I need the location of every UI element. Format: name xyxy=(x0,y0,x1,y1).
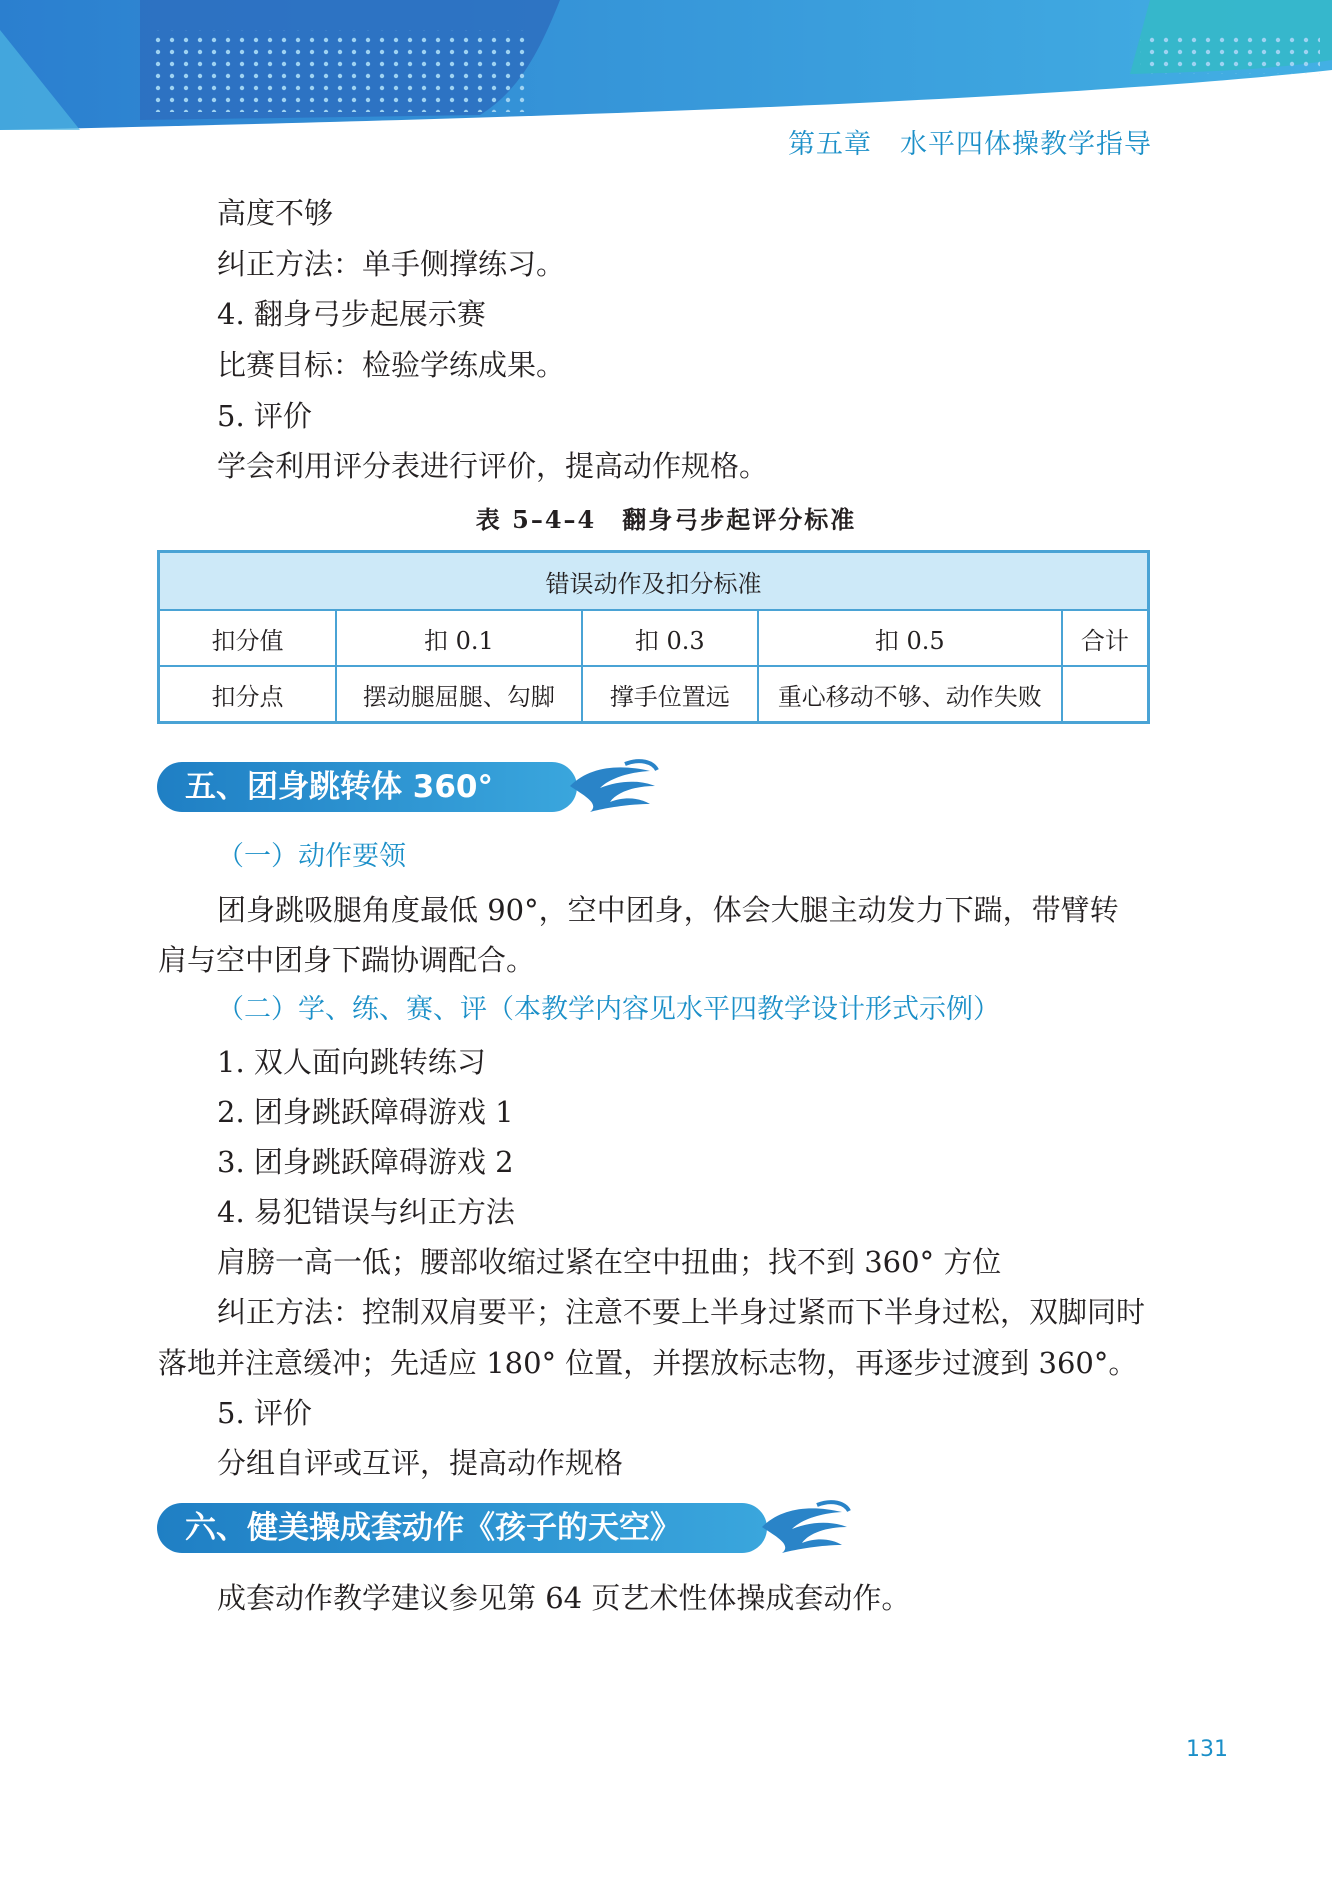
text-line: 纠正方法：控制双肩要平；注意不要上半身过紧而下半身过松，双脚同时 xyxy=(217,1295,1146,1329)
table-cell: 扣 0.1 xyxy=(336,610,582,666)
text-line: 肩与空中团身下踹协调配合。 xyxy=(158,943,536,977)
text-line: 成套动作教学建议参见第 64 页艺术性体操成套动作。 xyxy=(217,1581,911,1615)
list-item: 4. 易犯错误与纠正方法 xyxy=(217,1195,515,1229)
table-caption: 表 5–4–4 翻身弓步起评分标准 xyxy=(475,505,857,534)
text-line: 比赛目标：检验学练成果。 xyxy=(217,348,566,382)
chapter-title: 第五章 水平四体操教学指导 xyxy=(788,129,1152,160)
text-line: 5. 评价 xyxy=(217,1396,312,1430)
wave-icon xyxy=(565,756,660,818)
table-cell: 合计 xyxy=(1062,610,1149,666)
text-line: 学会利用评分表进行评价，提高动作规格。 xyxy=(217,449,769,483)
table-cell: 扣分点 xyxy=(159,666,337,723)
section-heading: 五、团身跳转体 360° xyxy=(157,762,577,812)
table-cell: 扣 0.3 xyxy=(582,610,758,666)
subheading: （一）动作要领 xyxy=(217,841,406,872)
list-item: 2. 团身跳跃障碍游戏 1 xyxy=(217,1095,514,1129)
table-header: 错误动作及扣分标准 xyxy=(159,552,1149,611)
table-cell: 扣 0.5 xyxy=(758,610,1062,666)
text-line: 分组自评或互评，提高动作规格 xyxy=(217,1446,624,1480)
text-line: 4. 翻身弓步起展示赛 xyxy=(217,297,486,331)
text-line: 5. 评价 xyxy=(217,399,312,433)
score-table xyxy=(157,550,1150,724)
wave-icon xyxy=(757,1497,852,1559)
list-item: 1. 双人面向跳转练习 xyxy=(217,1045,486,1079)
text-line: 团身跳吸腿角度最低 90°，空中团身，体会大腿主动发力下踹，带臂转 xyxy=(217,893,1119,927)
table-cell: 摆动腿屈腿、勾脚 xyxy=(336,666,582,723)
page-number: 131 xyxy=(1186,1737,1228,1762)
table-cell: 重心移动不够、动作失败 xyxy=(758,666,1062,723)
header-banner xyxy=(0,0,1332,130)
text-line: 高度不够 xyxy=(217,196,334,230)
text-line: 纠正方法：单手侧撑练习。 xyxy=(217,247,566,281)
list-item: 肩膀一高一低；腰部收缩过紧在空中扭曲；找不到 360° 方位 xyxy=(217,1245,1002,1279)
table-cell xyxy=(1062,666,1149,723)
table-cell: 扣分值 xyxy=(159,610,337,666)
text-line: 落地并注意缓冲；先适应 180° 位置，并摆放标志物，再逐步过渡到 360°。 xyxy=(158,1346,1138,1380)
section-heading: 六、健美操成套动作《孩子的天空》 xyxy=(157,1503,767,1553)
subheading: （二）学、练、赛、评（本教学内容见水平四教学设计形式示例） xyxy=(217,994,1000,1025)
table-cell: 撑手位置远 xyxy=(582,666,758,723)
list-item: 3. 团身跳跃障碍游戏 2 xyxy=(217,1145,514,1179)
